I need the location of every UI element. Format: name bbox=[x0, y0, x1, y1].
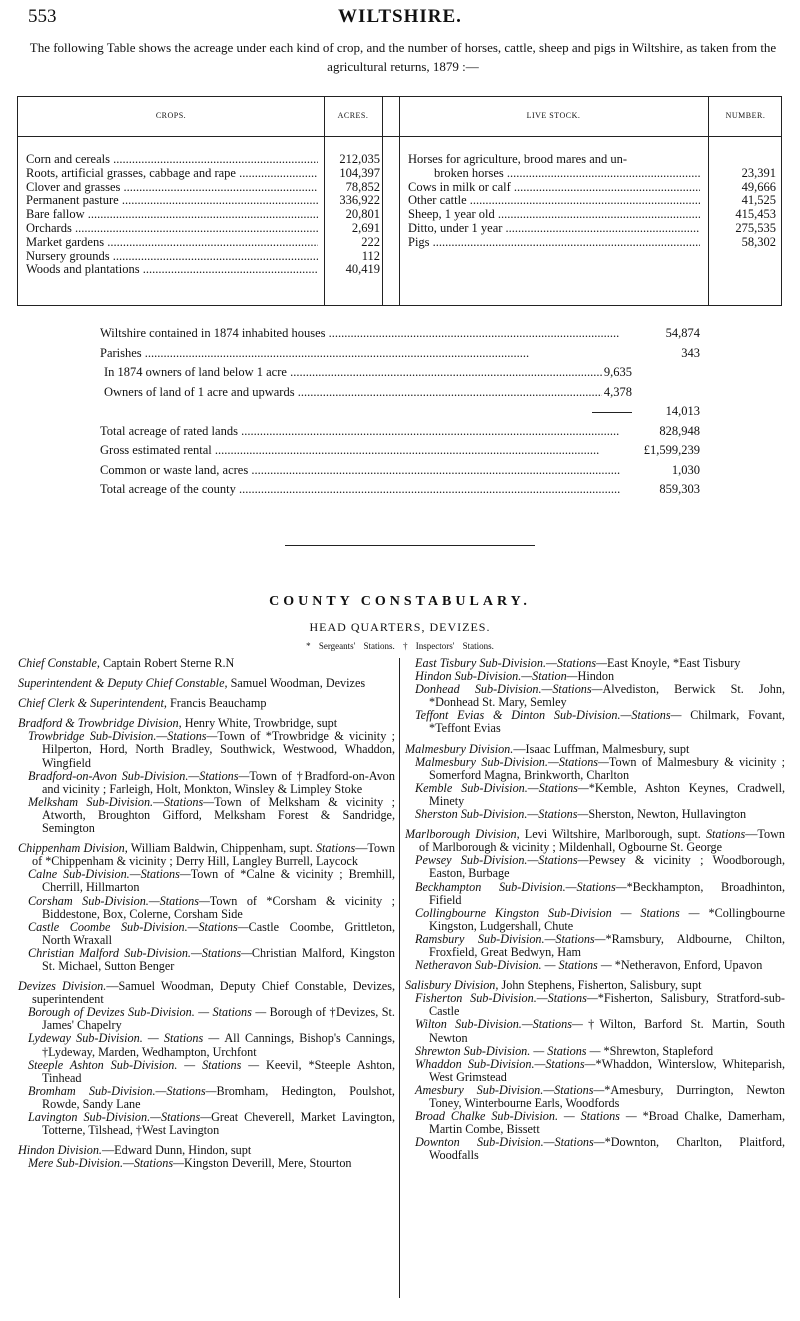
entry-text: Alvediston, Berwick St. John, *Donhead St. Mary, Semley bbox=[429, 682, 785, 710]
entry-text: Henry White, Trowbridge, supt bbox=[181, 716, 338, 731]
entry-heading: Bradford-on-Avon Sub-Division.—Stations— bbox=[28, 768, 250, 783]
entry-text: John Stephens, Fisherton, Salisbury, supt bbox=[498, 978, 702, 993]
legend: * Sergeants' Stations. † Inspectors' Stations. bbox=[306, 641, 494, 651]
sub-division-entry bbox=[18, 1059, 395, 1085]
sub-division-entry bbox=[18, 1006, 395, 1032]
livestock-number: 41,525 bbox=[741, 193, 776, 208]
summary-label: Wiltshire contained in 1874 inhabited houses ..... bbox=[100, 326, 620, 341]
entry-heading: Pewsey Sub-Division.—Stations— bbox=[415, 853, 589, 868]
sub-division-entry bbox=[405, 854, 785, 880]
entry-text: Sherston, Newton, Hullavington bbox=[588, 807, 747, 822]
livestock-names bbox=[408, 153, 700, 250]
entry-heading: Castle Coombe Sub-Division.—Stations— bbox=[28, 919, 249, 934]
crop-acres bbox=[324, 153, 380, 277]
entry-heading: Devizes Division. bbox=[18, 979, 107, 994]
entry-text: *Fisherton, Salisbury, Stratford-sub-Castle bbox=[429, 991, 785, 1019]
summary-label: In 1874 owners of land below 1 acre ..... bbox=[100, 365, 620, 380]
officer-entry bbox=[18, 677, 395, 690]
summary-label: Gross estimated rental ..... bbox=[100, 443, 620, 458]
summary-value: 14,013 bbox=[665, 404, 700, 418]
entry-heading: Calne Sub-Division.—Stations— bbox=[28, 867, 191, 882]
summary-label: Common or waste land, acres ..... bbox=[100, 463, 620, 478]
entry-heading: Malmesbury Sub-Division.—Stations— bbox=[415, 754, 609, 769]
entry-heading: Fisherton Sub-Division.—Stations— bbox=[415, 991, 598, 1006]
entry-text: Town of †Bradford-on-Avon and vicinity ; Farleigh, Holt, Monkton, Winsley & Limpley Stoke bbox=[42, 768, 395, 796]
sub-division-entry bbox=[18, 868, 395, 894]
entry-heading: Salisbury Division, bbox=[405, 978, 499, 993]
entry-heading: Wilton Sub-Division.—Stations— bbox=[415, 1017, 583, 1032]
summary-row bbox=[100, 365, 700, 385]
entry-text: *Downton, Charlton, Plaitford, Woodfalls bbox=[429, 1135, 786, 1163]
summary-label: Total acreage of the county ..... bbox=[100, 482, 620, 497]
entry-text: *Shrewton, Stapleford bbox=[603, 1043, 714, 1058]
entry-heading: East Tisbury Sub-Division.—Stations— bbox=[415, 656, 607, 670]
entry-heading: Teffont Evias & Dinton Sub-Division.—Stations— bbox=[415, 708, 682, 723]
entry-text: All Cannings, Bishop's Cannings, †Lydeway, Marden, Wedhampton, Urchfont bbox=[42, 1031, 395, 1059]
page-title: WILTSHIRE. bbox=[338, 6, 462, 27]
entry-text: Pewsey & vicinity ; Woodborough, Easton, Burbage bbox=[429, 853, 786, 881]
entry-heading: Kemble Sub-Division.—Stations— bbox=[415, 780, 589, 795]
crop-name: Corn and cereals ..... bbox=[26, 153, 318, 167]
sub-division-entry bbox=[18, 1111, 395, 1137]
entry-text: William Baldwin, Chippenham, supt. bbox=[127, 841, 316, 856]
summary-row bbox=[100, 404, 700, 424]
header-livestock: LIVE STOCK. bbox=[526, 111, 581, 120]
sub-division-entry bbox=[405, 1110, 785, 1136]
entry-heading: Lavington Sub-Division.—Stations— bbox=[28, 1110, 212, 1124]
crop-acres: 112 bbox=[361, 248, 380, 263]
section-title: COUNTY CONSTABULARY. bbox=[269, 594, 531, 609]
entry-heading: Stations bbox=[315, 841, 356, 856]
entry-heading: Bradford & Trowbridge Division, bbox=[18, 716, 182, 731]
crop-name: Permanent pasture ..... bbox=[26, 194, 318, 208]
livestock-numbers bbox=[708, 167, 776, 250]
entry-heading: Trowbridge Sub-Division.—Stations— bbox=[28, 729, 218, 744]
entry-text: Town of *Calne & vicinity ; Bremhill, Cherrill, Hillmarton bbox=[42, 867, 396, 895]
entry-text: *Ramsbury, Aldbourne, Chilton, Froxfield, Great Bedwyn, Ham bbox=[429, 931, 786, 959]
livestock-number: 23,391 bbox=[741, 165, 776, 180]
entry-text: *Netheravon, Enford, Upavon bbox=[614, 958, 763, 973]
livestock-name: Other cattle ..... bbox=[408, 194, 700, 208]
sub-division-entry bbox=[18, 895, 395, 921]
summary-statistics bbox=[100, 326, 700, 502]
entry-text: Great Cheverell, Market Lavington, Totterne, Tilshead, †West Lavington bbox=[42, 1110, 395, 1138]
headquarters: HEAD QUARTERS, DEVIZES. bbox=[309, 620, 491, 634]
entry-text: Levi Wiltshire, Marlborough, supt. bbox=[519, 827, 706, 842]
entry-heading: Hindon Division. bbox=[18, 1143, 102, 1158]
entry-text: Town of *Trowbridge & vicinity ; Hilperton, Hord, North Bradley, Southwick, Westwood, Whaddon, Wingfield bbox=[42, 729, 395, 770]
entry-heading: Marlborough Division, bbox=[405, 827, 520, 842]
livestock-name: Ditto, under 1 year ..... bbox=[408, 222, 700, 236]
entry-heading: Corsham Sub-Division.—Stations— bbox=[28, 893, 210, 908]
entry-text: Hindon bbox=[577, 669, 615, 684]
summary-row bbox=[100, 482, 700, 502]
crop-names bbox=[26, 153, 318, 277]
entry-text: Borough of †Devizes, St. James' Chapelry bbox=[42, 1005, 395, 1033]
entry-heading: Broad Chalke Sub-Division. — Stations — bbox=[415, 1109, 643, 1124]
entry-text: —Town of Marlborough & vicinity ; Mildenhall, Ogbourne St. George bbox=[419, 827, 786, 855]
sub-division-entry bbox=[405, 1136, 785, 1162]
entry-text: Francis Beauchamp bbox=[166, 696, 267, 711]
entry-heading: Superintendent & Deputy Chief Constable, bbox=[18, 676, 228, 691]
summary-value: £1,599,239 bbox=[643, 443, 700, 457]
header-acres: ACRES. bbox=[337, 111, 369, 120]
page-number: 553 bbox=[28, 6, 57, 27]
sub-division-entry bbox=[18, 921, 395, 947]
intro-text: The following Table shows the acreage under each kind of crop, and the number of horses, cattle, sheep and pigs in Wiltshire, as taken from the agricultural returns, 1879 :— bbox=[29, 40, 777, 74]
entry-text: Christian Malford, Kingston St. Michael, Sutton Benger bbox=[42, 945, 395, 973]
sub-division-entry bbox=[18, 947, 395, 973]
sub-division-entry bbox=[405, 709, 785, 735]
crop-name: Market gardens ..... bbox=[26, 236, 318, 250]
crop-acres: 336,922 bbox=[339, 193, 380, 208]
summary-row bbox=[100, 385, 700, 405]
entry-heading: Christian Malford Sub-Division.—Stations— bbox=[28, 945, 252, 960]
entry-text: Keevil, *Steeple Ashton, Tinhead bbox=[42, 1057, 395, 1085]
sub-division-entry bbox=[405, 683, 785, 709]
entry-heading: Downton Sub-Division.—Stations— bbox=[415, 1135, 605, 1150]
summary-label: Total acreage of rated lands ..... bbox=[100, 424, 620, 439]
header-number: NUMBER. bbox=[725, 111, 766, 120]
sub-division-entry bbox=[405, 959, 785, 972]
entry-text: Captain Robert Sterne R.N bbox=[99, 656, 235, 670]
entry-text: *Beckhampton, Broadhinton, Fifield bbox=[429, 879, 785, 907]
crop-name: Roots, artificial grasses, cabbage and rape ..... bbox=[26, 167, 318, 181]
entry-heading: Amesbury Sub-Division.—Stations— bbox=[415, 1082, 605, 1097]
livestock-number: 58,302 bbox=[741, 234, 776, 249]
entry-heading: Donhead Sub-Division.—Stations— bbox=[415, 682, 603, 697]
entry-heading: Bromham Sub-Division.—Stations— bbox=[28, 1083, 217, 1098]
summary-subvalue: 4,378 bbox=[603, 384, 632, 399]
livestock-name: Sheep, 1 year old ..... bbox=[408, 208, 700, 222]
summary-row bbox=[100, 424, 700, 444]
entry-heading: Collingbourne Kingston Sub-Division — Stations — bbox=[415, 905, 709, 920]
entry-heading: Ramsbury Sub-Division.—Stations— bbox=[415, 931, 606, 946]
crop-name: Orchards ..... bbox=[26, 222, 318, 236]
sub-division-entry bbox=[405, 808, 785, 821]
entry-text: *Collingbourne Kingston, Ludgershall, Chute bbox=[429, 905, 785, 933]
crop-acres: 104,397 bbox=[339, 165, 380, 180]
livestock-name: Horses for agriculture, brood mares and un- bbox=[408, 152, 628, 166]
entry-heading: Sherston Sub-Division.—Stations— bbox=[415, 807, 589, 822]
summary-label: Owners of land of 1 acre and upwards ..... bbox=[100, 385, 620, 400]
entry-text: Town of Melksham & vicinity ; Atworth, Broughton Gifford, Melksham Forest & Sandridge, Semington bbox=[42, 794, 395, 836]
entry-text: *Broad Chalke, Damerham, Martin Combe, Bissett bbox=[429, 1109, 785, 1137]
crop-acres: 78,852 bbox=[345, 179, 380, 194]
summary-value: 859,303 bbox=[659, 482, 700, 496]
entry-heading: Malmesbury Division. bbox=[405, 741, 514, 756]
entry-heading: Borough of Devizes Sub-Division. — Stations — bbox=[28, 1005, 270, 1020]
entry-heading: Chief Clerk & Superintendent, bbox=[18, 696, 167, 711]
division-entry bbox=[18, 842, 395, 868]
sub-division-entry bbox=[405, 756, 785, 782]
division-entry bbox=[18, 980, 395, 1006]
summary-subvalue: 9,635 bbox=[603, 365, 632, 379]
summary-value: 1,030 bbox=[671, 462, 700, 477]
entry-heading: Whaddon Sub-Division.—Stations— bbox=[415, 1056, 596, 1071]
sub-division-entry bbox=[405, 907, 785, 933]
sub-division-entry bbox=[18, 770, 395, 796]
crop-acres: 212,035 bbox=[339, 152, 380, 166]
officer-entry bbox=[18, 697, 395, 710]
entry-heading: Hindon Sub-Division.—Station— bbox=[415, 669, 578, 684]
entry-text: Town of Malmesbury & vicinity ; Somerford Magna, Brinkworth, Charlton bbox=[429, 754, 785, 782]
sub-division-entry bbox=[405, 1058, 785, 1084]
sub-division-entry bbox=[405, 992, 785, 1018]
sub-division-entry bbox=[18, 796, 395, 835]
summary-rule bbox=[592, 412, 632, 413]
livestock-number: 415,453 bbox=[735, 207, 776, 222]
sub-division-entry bbox=[405, 1018, 785, 1044]
livestock-number: 275,535 bbox=[735, 220, 776, 235]
entry-text: —Town of *Chippenham & vicinity ; Derry Hill, Langley Burrell, Laycock bbox=[32, 841, 395, 869]
entry-text: —Edward Dunn, Hindon, supt bbox=[101, 1143, 252, 1158]
entry-text: †Wilton, Barford St. Martin, South Newton bbox=[429, 1017, 785, 1045]
livestock-name: Cows in milk or calf ..... bbox=[408, 181, 700, 195]
entry-text: *Amesbury, Durrington, Newton Toney, Winterbourne Earls, Woodfords bbox=[429, 1082, 785, 1110]
entry-text: *Whaddon, Winterslow, Whiteparish, West Grimstead bbox=[429, 1056, 785, 1084]
summary-row bbox=[100, 443, 700, 463]
entry-text: Kingston Deverill, Mere, Stourton bbox=[183, 1156, 352, 1171]
entry-text: East Knoyle, *East Tisbury bbox=[606, 656, 741, 670]
summary-row bbox=[100, 463, 700, 483]
livestock-number: 49,666 bbox=[741, 179, 776, 194]
crop-acres: 40,419 bbox=[345, 262, 380, 277]
summary-row bbox=[100, 326, 700, 346]
entry-heading: Mere Sub-Division.—Stations— bbox=[28, 1156, 184, 1171]
entry-text: —Samuel Woodman, Deputy Chief Constable, Devizes, superintendent bbox=[32, 979, 396, 1007]
summary-value: 828,948 bbox=[659, 423, 700, 438]
sub-division-entry bbox=[405, 1084, 785, 1110]
constabulary-right-column bbox=[405, 657, 785, 1162]
sub-division-entry bbox=[18, 1032, 395, 1058]
entry-text: Castle Coombe, Grittleton, North Wraxall bbox=[42, 919, 395, 947]
entry-heading: Chief Constable, bbox=[18, 656, 100, 670]
header-crops: CROPS. bbox=[155, 111, 187, 120]
entry-text: Samuel Woodman, Devizes bbox=[227, 676, 366, 691]
sub-division-entry bbox=[18, 730, 395, 769]
summary-label: Parishes ..... bbox=[100, 346, 620, 361]
crops-livestock-table bbox=[17, 96, 782, 306]
entry-heading: Chippenham Division, bbox=[18, 841, 128, 856]
livestock-name: broken horses ..... bbox=[408, 167, 700, 181]
crop-acres: 222 bbox=[361, 234, 380, 249]
column-divider bbox=[399, 658, 400, 1298]
entry-heading: Shrewton Sub-Division. — Stations — bbox=[415, 1043, 604, 1058]
entry-text: *Kemble, Ashton Keynes, Cradwell, Minety bbox=[429, 780, 786, 808]
crop-name: Clover and grasses ..... bbox=[26, 181, 318, 195]
summary-row bbox=[100, 346, 700, 366]
summary-value: 54,874 bbox=[665, 326, 700, 340]
crop-acres: 20,801 bbox=[345, 207, 380, 222]
sub-division-entry bbox=[405, 933, 785, 959]
entry-heading: Netheravon Sub-Division. — Stations — bbox=[415, 958, 615, 973]
sub-division-entry bbox=[405, 881, 785, 907]
officer-entry bbox=[18, 657, 395, 670]
entry-heading: Melksham Sub-Division.—Stations— bbox=[28, 794, 215, 809]
entry-text: Chilmark, Fovant, *Teffont Evias bbox=[429, 708, 785, 736]
entry-text: Town of *Corsham & vicinity ; Biddestone, Box, Colerne, Corsham Side bbox=[42, 893, 395, 921]
crop-acres: 2,691 bbox=[351, 220, 380, 235]
summary-value: 343 bbox=[681, 345, 700, 360]
entry-heading: Beckhampton Sub-Division.—Stations— bbox=[415, 879, 627, 894]
entry-text: Bromham, Hedington, Poulshot, Rowde, Sandy Lane bbox=[42, 1083, 395, 1111]
sub-division-entry bbox=[18, 1085, 395, 1111]
constabulary-left-column bbox=[18, 657, 395, 1170]
division-entry bbox=[405, 828, 785, 854]
sub-division-entry bbox=[18, 1157, 395, 1170]
entry-heading: Lydeway Sub-Division. — Stations — bbox=[28, 1031, 225, 1046]
crop-name: Nursery grounds ..... bbox=[26, 250, 318, 264]
crop-name: Woods and plantations ..... bbox=[26, 263, 318, 277]
divider bbox=[285, 545, 535, 546]
livestock-name: Pigs ..... bbox=[408, 236, 700, 250]
crop-name: Bare fallow ..... bbox=[26, 208, 318, 222]
entry-heading: Stations bbox=[705, 827, 746, 842]
entry-heading: Steeple Ashton Sub-Division. — Stations — bbox=[28, 1057, 267, 1072]
sub-division-entry bbox=[405, 782, 785, 808]
entry-text: —Isaac Luffman, Malmesbury, supt bbox=[513, 741, 690, 756]
